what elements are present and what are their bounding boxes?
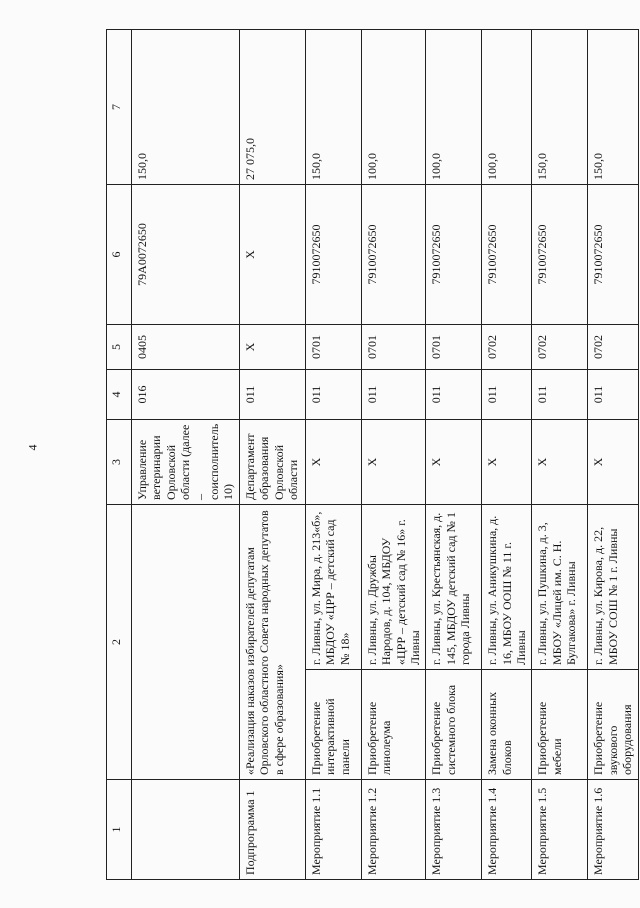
program-cell: Мероприятие 1.6	[588, 780, 638, 880]
description-cell: «Реализация наказов избирателей депутатам Орловского областного Совета народных депутатов в сфере образования»	[239, 505, 305, 780]
program-cell: Мероприятие 1.5	[532, 780, 588, 880]
header-cell: 1	[107, 780, 132, 880]
executor-cell: Х	[532, 420, 588, 505]
executor-cell: Х	[361, 420, 426, 505]
program-cell: Мероприятие 1.1	[305, 780, 361, 880]
target-article-cell: 7910072650	[482, 185, 532, 325]
address-cell: г. Ливны, ул. Пушкина, д. 3, МБОУ «Лицей им. С. Н. Булгакова» г. Ливны	[532, 505, 588, 670]
target-article-cell: 7910072650	[532, 185, 588, 325]
header-cell: 2	[107, 505, 132, 780]
amount-cell: 150,0	[532, 30, 588, 185]
program-cell: Мероприятие 1.4	[482, 780, 532, 880]
activity-cell: Замена оконных блоков	[482, 670, 532, 780]
target-article-cell: 79А0072650	[132, 185, 240, 325]
table-row	[426, 30, 482, 880]
table-row	[239, 30, 305, 880]
amount-cell: 100,0	[426, 30, 482, 185]
program-cell: Мероприятие 1.3	[426, 780, 482, 880]
address-cell: г. Ливны, ул. Мира, д. 213«б», МБДОУ «ЦРР – детский сад № 18»	[305, 505, 361, 670]
header-cell: 6	[107, 185, 132, 325]
section-cell: 0702	[482, 325, 532, 370]
executor-cell: Управление ветеринарии Орловской области (далее – соисполнитель 10)	[132, 420, 240, 505]
executor-cell: Х	[305, 420, 361, 505]
header-cell: 5	[107, 325, 132, 370]
section-cell: 0405	[132, 325, 240, 370]
amount-cell: 150,0	[132, 30, 240, 185]
code-cell: 011	[305, 370, 361, 420]
table-row	[361, 30, 426, 880]
activity-cell: Приобретение системного блока	[426, 670, 482, 780]
header-cell: 7	[107, 30, 132, 185]
code-cell: 011	[426, 370, 482, 420]
amount-cell: 150,0	[588, 30, 638, 185]
executor-cell: Х	[426, 420, 482, 505]
activity-cell: Приобретение линолеума	[361, 670, 426, 780]
table-row	[482, 30, 532, 880]
page-number: 4	[25, 444, 40, 451]
budget-table	[106, 29, 639, 880]
program-cell	[132, 780, 240, 880]
target-article-cell: 7910072650	[305, 185, 361, 325]
code-cell: 011	[361, 370, 426, 420]
section-cell: 0702	[588, 325, 638, 370]
section-cell: Х	[239, 325, 305, 370]
activity-cell: Приобретение интерактивной панели	[305, 670, 361, 780]
address-cell: г. Ливны, ул. Дружбы Народов, д. 104, МБДОУ «ЦРР – детский сад № 16» г. Ливны	[361, 505, 426, 670]
amount-cell: 150,0	[305, 30, 361, 185]
rotated-page	[106, 30, 635, 880]
activity-cell: Приобретение звукового оборудования	[588, 670, 638, 780]
section-cell: 0701	[305, 325, 361, 370]
executor-cell: Х	[588, 420, 638, 505]
target-article-cell: 7910072650	[426, 185, 482, 325]
address-cell: г. Ливны, ул. Крестьянская, д. 145, МБДОУ детский сад № 1 города Ливны	[426, 505, 482, 670]
address-cell: г. Ливны, ул. Кирова, д. 22, МБОУ СОШ № 1 г. Ливны	[588, 505, 638, 670]
code-cell: 011	[482, 370, 532, 420]
document-table-frame	[106, 30, 635, 880]
executor-cell: Департамент образования Орловской области	[239, 420, 305, 505]
header-cell: 3	[107, 420, 132, 505]
header-row	[107, 30, 132, 880]
target-article-cell: 7910072650	[361, 185, 426, 325]
table-row	[305, 30, 361, 880]
amount-cell: 100,0	[482, 30, 532, 185]
amount-cell: 100,0	[361, 30, 426, 185]
code-cell: 016	[132, 370, 240, 420]
address-cell: г. Ливны, ул. Аникушкина, д. 16, МБОУ ООШ № 11 г. Ливны	[482, 505, 532, 670]
target-article-cell: Х	[239, 185, 305, 325]
activity-cell: Приобретение мебели	[532, 670, 588, 780]
table-row	[132, 30, 240, 880]
amount-cell: 27 075,0	[239, 30, 305, 185]
section-cell: 0702	[532, 325, 588, 370]
program-cell: Подпрограмма 1	[239, 780, 305, 880]
table-row	[588, 30, 638, 880]
executor-cell: Х	[482, 420, 532, 505]
program-cell: Мероприятие 1.2	[361, 780, 426, 880]
description-cell	[132, 505, 240, 780]
code-cell: 011	[588, 370, 638, 420]
table-row	[532, 30, 588, 880]
target-article-cell: 7910072650	[588, 185, 638, 325]
code-cell: 011	[239, 370, 305, 420]
section-cell: 0701	[426, 325, 482, 370]
section-cell: 0701	[361, 325, 426, 370]
code-cell: 011	[532, 370, 588, 420]
header-cell: 4	[107, 370, 132, 420]
